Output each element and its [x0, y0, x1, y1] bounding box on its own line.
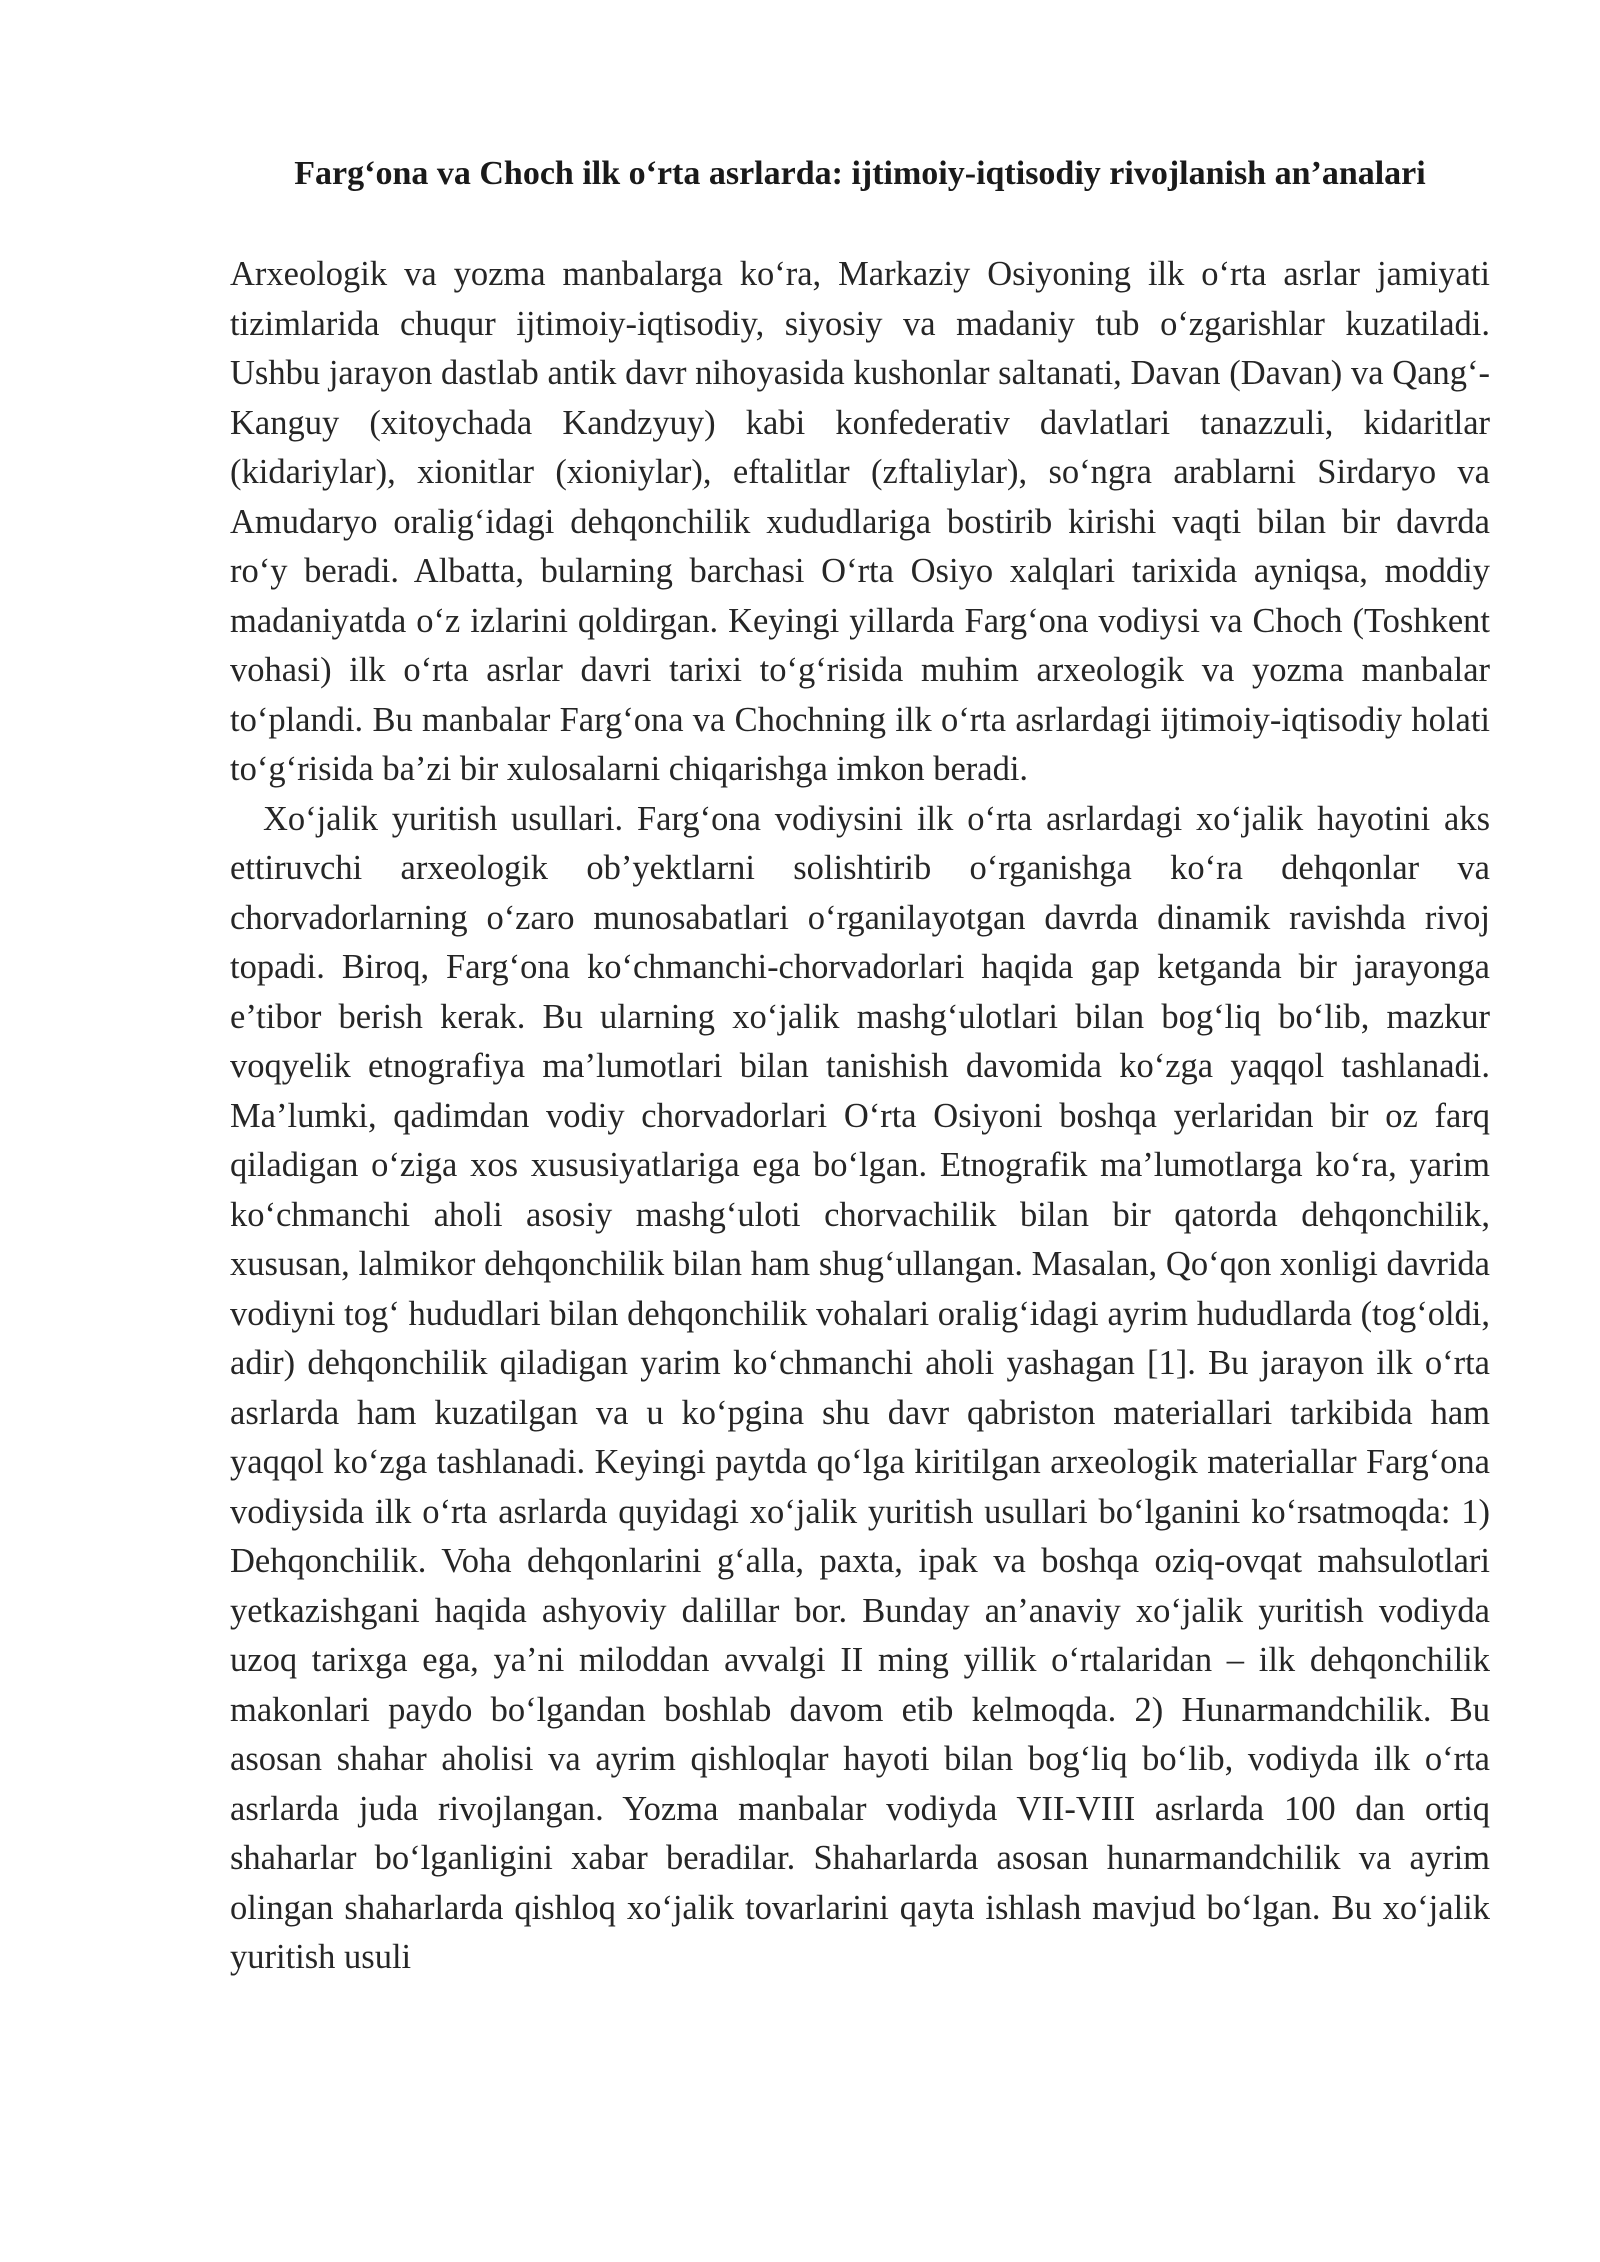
document-body — [230, 250, 1490, 1983]
paragraph-introduction: Arxeologik va yozma manbalarga ko‘ra, Markaziy Osiyoning ilk o‘rta asrlar jamiyati tizimlarida chuqur ijtimoiy-iqtisodiy, siyosiy va madaniy tub o‘zgarishlar kuzatiladi. Ushbu jarayon dastlab antik davr nihoyasida kushonlar saltanati, Davan (Davan) va Qang‘-Kanguy (xitoychada Kandzyuy) kabi konfederativ davlatlari tanazzuli, kidaritlar (kidariylar), xionitlar (xioniylar), eftalitlar (zftaliylar), so‘ngra arablarni Sirdaryo va Amudaryo oralig‘idagi dehqonchilik xududlariga bostirib kirishi vaqti bilan bir davrda ro‘y beradi. Albatta, bularning barchasi O‘rta Osiyo xalqlari tarixida ayniqsa, moddiy madaniyatda o‘z izlarini qoldirgan. Keyingi yillarda Farg‘ona vodiysi va Choch (Toshkent vohasi) ilk o‘rta asrlar davri tarixi to‘g‘risida muhim arxeologik va yozma manbalar to‘plandi. Bu manbalar Farg‘ona va Chochning ilk o‘rta asrlardagi ijtimoiy-iqtisodiy holati to‘g‘risida ba’zi bir xulosalarni chiqarishga imkon beradi. — [230, 255, 1490, 788]
paragraph-farming-methods: Xo‘jalik yuritish usullari. Farg‘ona vodiysini ilk o‘rta asrlardagi xo‘jalik hayotini aks ettiruvchi arxeologik ob’yektlarni solishtirib o‘rganishga ko‘ra dehqonlar va chorvadorlarning o‘zaro munosabatlari o‘rganilayotgan davrda dinamik ravishda rivoj topadi. Biroq, Farg‘ona ko‘chmanchi-chorvadorlari haqida gap ketganda bir jarayonga e’tibor berish kerak. Bu ularning xo‘jalik mashg‘ulotlari bilan bog‘liq bo‘lib, mazkur voqyelik etnografiya ma’lumotlari bilan tanishish davomida ko‘zga yaqqol tashlanadi. Ma’lumki, qadimdan vodiy chorvadorlari O‘rta Osiyoni boshqa yerlaridan bir oz farq qiladigan o‘ziga xos xususiyatlariga ega bo‘lgan. Etnografik ma’lumotlarga ko‘ra, yarim ko‘chmanchi aholi asosiy mashg‘uloti chorvachilik bilan bir qatorda dehqonchilik, xususan, lalmikor dehqonchilik bilan ham shug‘ullangan. Masalan, Qo‘qon xonligi davrida vodiyni tog‘ hududlari bilan dehqonchilik vohalari oralig‘idagi ayrim hududlarda (tog‘oldi, adir) dehqonchilik qiladigan yarim ko‘chmanchi aholi yashagan [1]. Bu jarayon ilk o‘rta asrlarda ham kuzatilgan va u ko‘pgina shu davr qabriston materiallari tarkibida ham yaqqol ko‘zga tashlanadi. Keyingi paytda qo‘lga kiritilgan arxeologik materiallar Farg‘ona vodiysida ilk o‘rta asrlarda quyidagi xo‘jalik yuritish usullari bo‘lganini ko‘rsatmoqda: 1) Dehqonchilik. Voha dehqonlarini g‘alla, paxta, ipak va boshqa oziq-ovqat mahsulotlari yetkazishgani haqida ashyoviy dalillar bor. Bunday an’anaviy xo‘jalik yuritish vodiyda uzoq tarixga ega, ya’ni miloddan avvalgi II ming yillik o‘rtalaridan – ilk dehqonchilik makonlari paydo bo‘lgandan boshlab davom etib kelmoqda. 2) Hunarmandchilik. Bu asosan shahar aholisi va ayrim qishloqlar hayoti bilan bog‘liq bo‘lib, vodiyda ilk o‘rta asrlarda juda rivojlangan. Yozma manbalar vodiyda VII-VIII asrlarda 100 dan ortiq shaharlar bo‘lganligini xabar beradilar. Shaharlarda asosan hunarmandchilik va ayrim olingan shaharlarda qishloq xo‘jalik tovarlarini qayta ishlash mavjud bo‘lgan. Bu xo‘jalik yuritish usuli — [230, 799, 1490, 1976]
document-title: Farg‘ona va Choch ilk o‘rta asrlarda: ijtimoiy-iqtisodiy rivojlanish an’analari — [294, 155, 1426, 192]
